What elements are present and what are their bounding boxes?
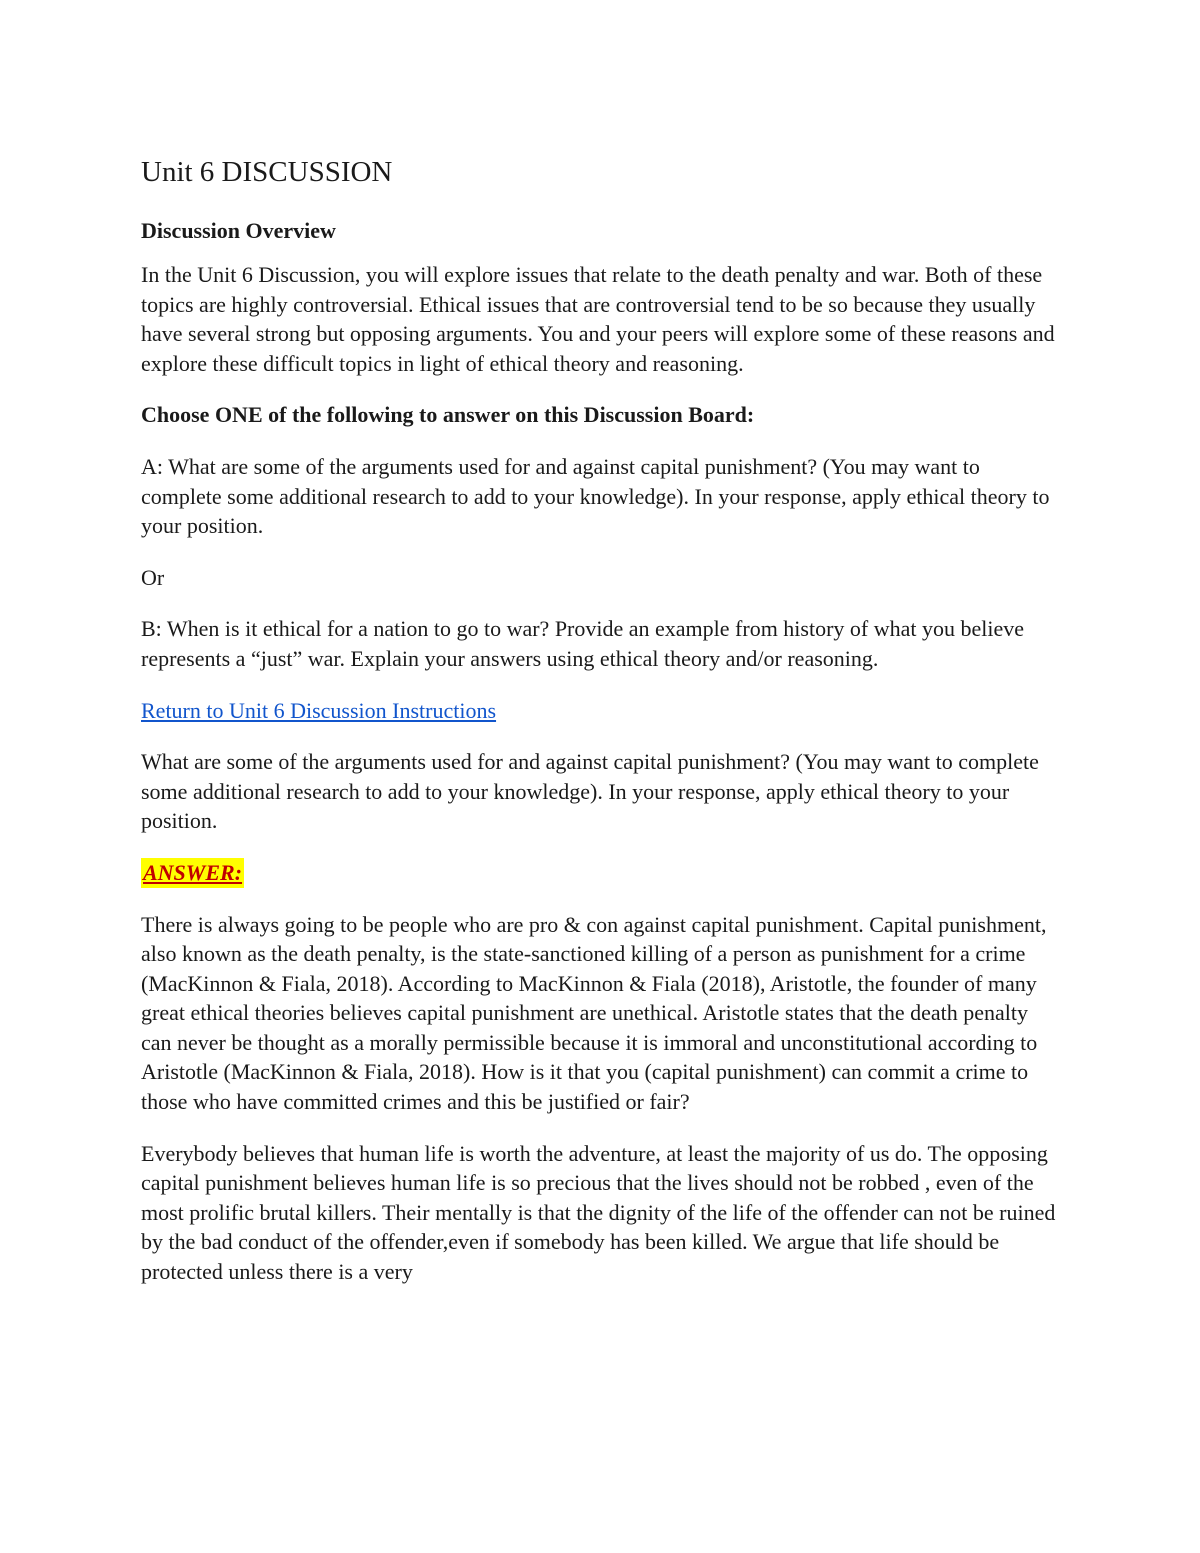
option-a-paragraph: A: What are some of the arguments used for and against capital punishment? (You may want to complete some additional research to add to your knowledge). In your response, apply ethical theory to your position.: [141, 453, 1050, 539]
answer-paragraph-1: There is always going to be people who are pro & con against capital punishment. Capital punishment, also known as the death penalty, is the state-sanctioned killing of a person as punishment for a crime (MacKinnon & Fiala, 2018). According to MacKinnon & Fiala (2018), Aristotle, the founder of many great ethical theories believes capital punishment are unethical. Aristotle states that the death penalty can never be thought as a morally permissible because it is immoral and unconstitutional according to Aristotle (MacKinnon & Fiala, 2018). How is it that you (capital punishment) can commit a crime to those who have committed crimes and this be justified or fair?: [141, 911, 1047, 1115]
answer-label-wrapper: [141, 858, 1061, 888]
selected-question-paragraph: What are some of the arguments used for and against capital punishment? (You may want to complete some additional research to add to your knowledge). In your response, apply ethical theory to your position.: [141, 749, 1039, 834]
answer-label: ANSWER:: [141, 858, 244, 888]
answer-paragraph-2: Everybody believes that human life is worth the adventure, at least the majority of us do. The opposing capital punishment believes human life is so precious that the lives should not be robbed , even of the most prolific brutal killers. Their mentally is that the dignity of the life of the offender can not be ruined by the bad conduct of the offender,even if somebody has been killed. We argue that life should be protected unless there is a very: [141, 1140, 1056, 1285]
document-page: [141, 150, 1061, 1309]
return-instructions-link[interactable]: Return to Unit 6 Discussion Instructions: [141, 697, 497, 723]
return-link-wrapper: [141, 696, 1061, 726]
choose-prompt: Choose ONE of the following to answer on this Discussion Board:: [141, 402, 755, 428]
overview-paragraph: In the Unit 6 Discussion, you will explore issues that relate to the death penalty and war. Both of these topics are highly controversial. Ethical issues that are controversial tend to be so because they usually have several strong but opposing arguments. You and your peers will explore some of these reasons and explore these difficult topics in light of ethical theory and reasoning.: [141, 262, 1055, 376]
page-title: Unit 6 DISCUSSION: [141, 156, 393, 188]
option-b-paragraph: B: When is it ethical for a nation to go to war? Provide an example from history of what you believe represents a “just” war. Explain your answers using ethical theory and/or reasoning.: [141, 616, 1025, 671]
or-separator: Or: [141, 564, 165, 590]
overview-heading: Discussion Overview: [141, 218, 336, 243]
